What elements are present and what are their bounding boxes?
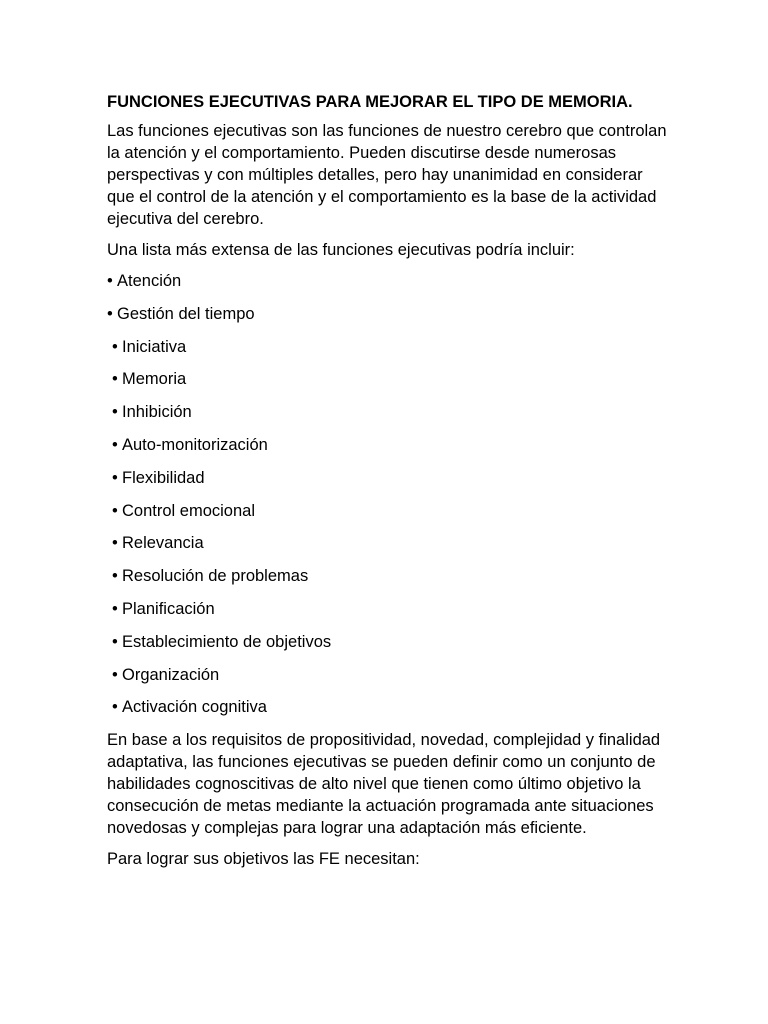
- document-page: [107, 91, 667, 879]
- list-intro-paragraph: Una lista más extensa de las funciones ejecutivas podría incluir:: [107, 241, 575, 259]
- list-item: [107, 532, 667, 554]
- list-item: [107, 270, 667, 292]
- list-item: [107, 598, 667, 620]
- list-item-label: Memoria: [122, 370, 187, 389]
- list-item-label: Planificación: [122, 599, 215, 618]
- bullet-icon: •: [112, 698, 118, 717]
- list-item: [107, 434, 667, 456]
- definition-paragraph: En base a los requisitos de propositividad, novedad, complejidad y finalidad adaptativa, las funciones ejecutivas se pueden definir como un conjunto de habilidades cognoscitivas de alto nivel que tienen como último objetivo la consecución de metas mediante la actuación programada ante situaciones novedosas y complejas para lograr una adaptación más eficiente.: [107, 731, 661, 838]
- list-item: [107, 336, 667, 358]
- bullet-icon: •: [107, 272, 113, 290]
- list-item-label: Establecimiento de objetivos: [122, 632, 332, 651]
- list-item: [107, 664, 667, 686]
- bullet-icon: •: [112, 534, 118, 553]
- list-item-label: Iniciativa: [122, 337, 187, 356]
- bullet-icon: •: [112, 435, 118, 454]
- list-item: [107, 401, 667, 423]
- list-item-label: Flexibilidad: [122, 468, 205, 487]
- bullet-icon: •: [107, 304, 113, 323]
- list-item-label: Control emocional: [122, 501, 255, 520]
- executive-functions-list: [107, 270, 667, 718]
- bullet-icon: •: [112, 567, 118, 586]
- closing-paragraph: Para lograr sus objetivos las FE necesitan:: [107, 850, 420, 869]
- list-item-label: Relevancia: [122, 534, 204, 553]
- list-item-label: Inhibición: [122, 403, 192, 422]
- list-item: [107, 631, 667, 653]
- list-item: [107, 303, 667, 325]
- list-item-label: Resolución de problemas: [122, 567, 309, 586]
- list-item-label: Activación cognitiva: [122, 698, 267, 717]
- bullet-icon: •: [112, 337, 118, 356]
- list-item: [107, 368, 667, 390]
- bullet-icon: •: [112, 370, 118, 389]
- list-item: [107, 565, 667, 587]
- bullet-icon: •: [112, 665, 118, 684]
- list-item-label: Organización: [122, 665, 220, 684]
- list-item: [107, 467, 667, 489]
- bullet-icon: •: [112, 403, 118, 422]
- list-item-label: Gestión del tiempo: [117, 304, 255, 323]
- document-title: FUNCIONES EJECUTIVAS PARA MEJORAR EL TIPO DE MEMORIA.: [107, 93, 633, 111]
- bullet-icon: •: [112, 599, 118, 618]
- bullet-icon: •: [112, 468, 118, 487]
- bullet-icon: •: [112, 632, 118, 651]
- intro-paragraph: Las funciones ejecutivas son las funciones de nuestro cerebro que controlan la atención y el comportamiento. Pueden discutirse desde numerosas perspectivas y con múltiples detalles, pero hay unanimidad en considerar que el control de la atención y el comportamiento es la base de la actividad ejecutiva del cerebro.: [107, 122, 667, 228]
- list-item: [107, 696, 667, 718]
- list-item: [107, 500, 667, 522]
- list-item-label: Atención: [117, 272, 182, 290]
- list-item-label: Auto-monitorización: [122, 435, 268, 454]
- bullet-icon: •: [112, 501, 118, 520]
